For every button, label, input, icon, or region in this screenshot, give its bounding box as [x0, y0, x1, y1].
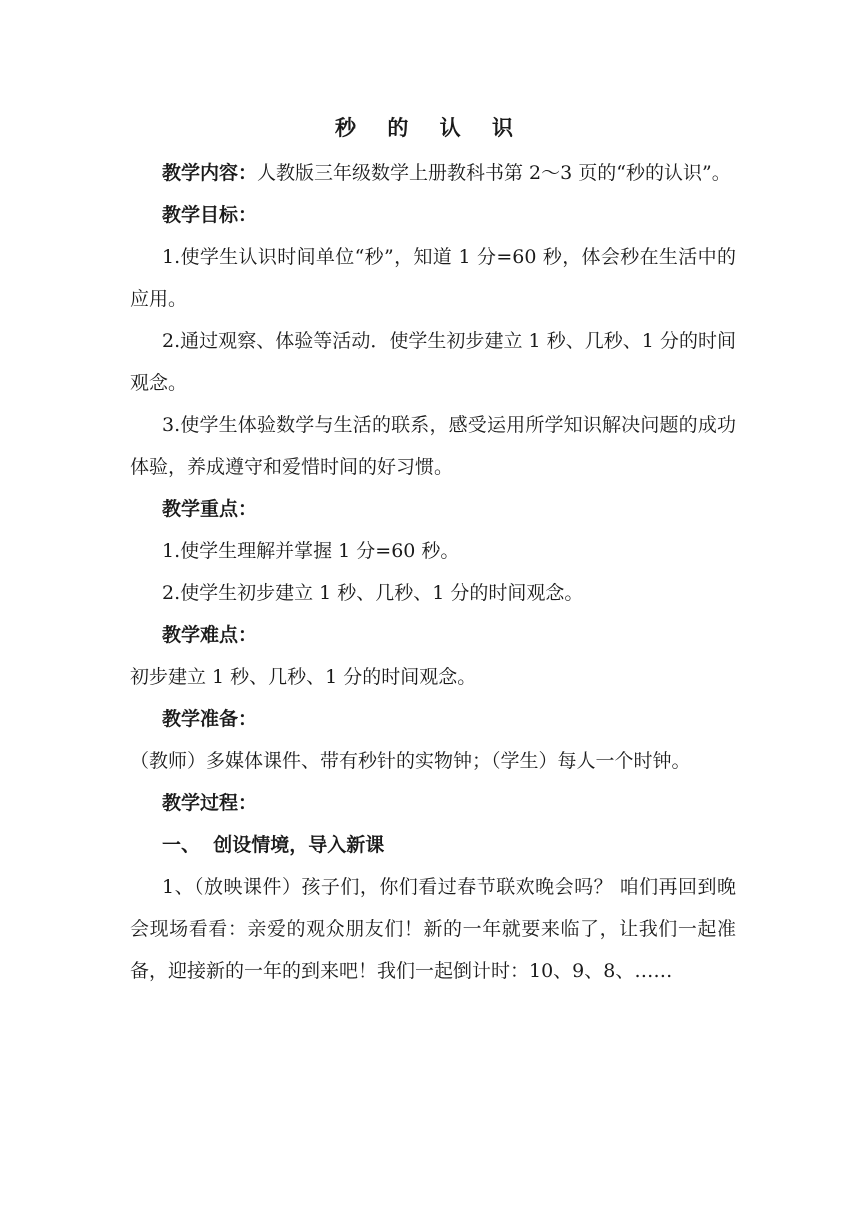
process-heading: 教学过程： [162, 792, 258, 814]
difficulty-text: 初步建立 1 秒、几秒、1 分的时间观念。 [130, 666, 477, 688]
key-point-item: 1.使学生理解并掌握 1 分=60 秒。 [162, 540, 460, 562]
teaching-content-label: 教学内容： [162, 162, 258, 184]
document-title: 秒 的 认 识 [335, 116, 525, 140]
teaching-goal-item: 1.使学生认识时间单位“秒”，知道 1 分=60 秒，体会秒在生活中的应用。 [130, 246, 736, 310]
difficulty-heading: 教学难点： [162, 624, 258, 646]
teaching-content-text: 人教版三年级数学上册教科书第 2～3 页的“秒的认识”。 [257, 162, 731, 184]
teaching-goals-heading: 教学目标： [162, 204, 258, 226]
section-one-text: 1、（放映课件）孩子们，你们看过春节联欢晚会吗？ 咱们再回到晚会现场看看：亲爱的观众朋友们！新的一年就要来临了，让我们一起准备，迎接新的一年的到来吧！我们一起倒计时：10、9、8、…… [130, 876, 736, 982]
key-points-heading: 教学重点： [162, 498, 258, 520]
document-body [130, 152, 736, 992]
teaching-content-paragraph [130, 152, 736, 194]
preparation-heading: 教学准备： [162, 708, 258, 730]
section-one-heading: 一、 创设情境，导入新课 [162, 834, 385, 856]
teaching-goal-item: 3.使学生体验数学与生活的联系，感受运用所学知识解决问题的成功体验，养成遵守和爱惜时间的好习惯。 [130, 414, 736, 478]
key-point-item: 2.使学生初步建立 1 秒、几秒、1 分的时间观念。 [162, 582, 584, 604]
teaching-goal-item: 2.通过观察、体验等活动．使学生初步建立 1 秒、几秒、1 分的时间观念。 [130, 330, 736, 394]
preparation-text: （教师）多媒体课件、带有秒针的实物钟；（学生）每人一个时钟。 [130, 750, 691, 772]
